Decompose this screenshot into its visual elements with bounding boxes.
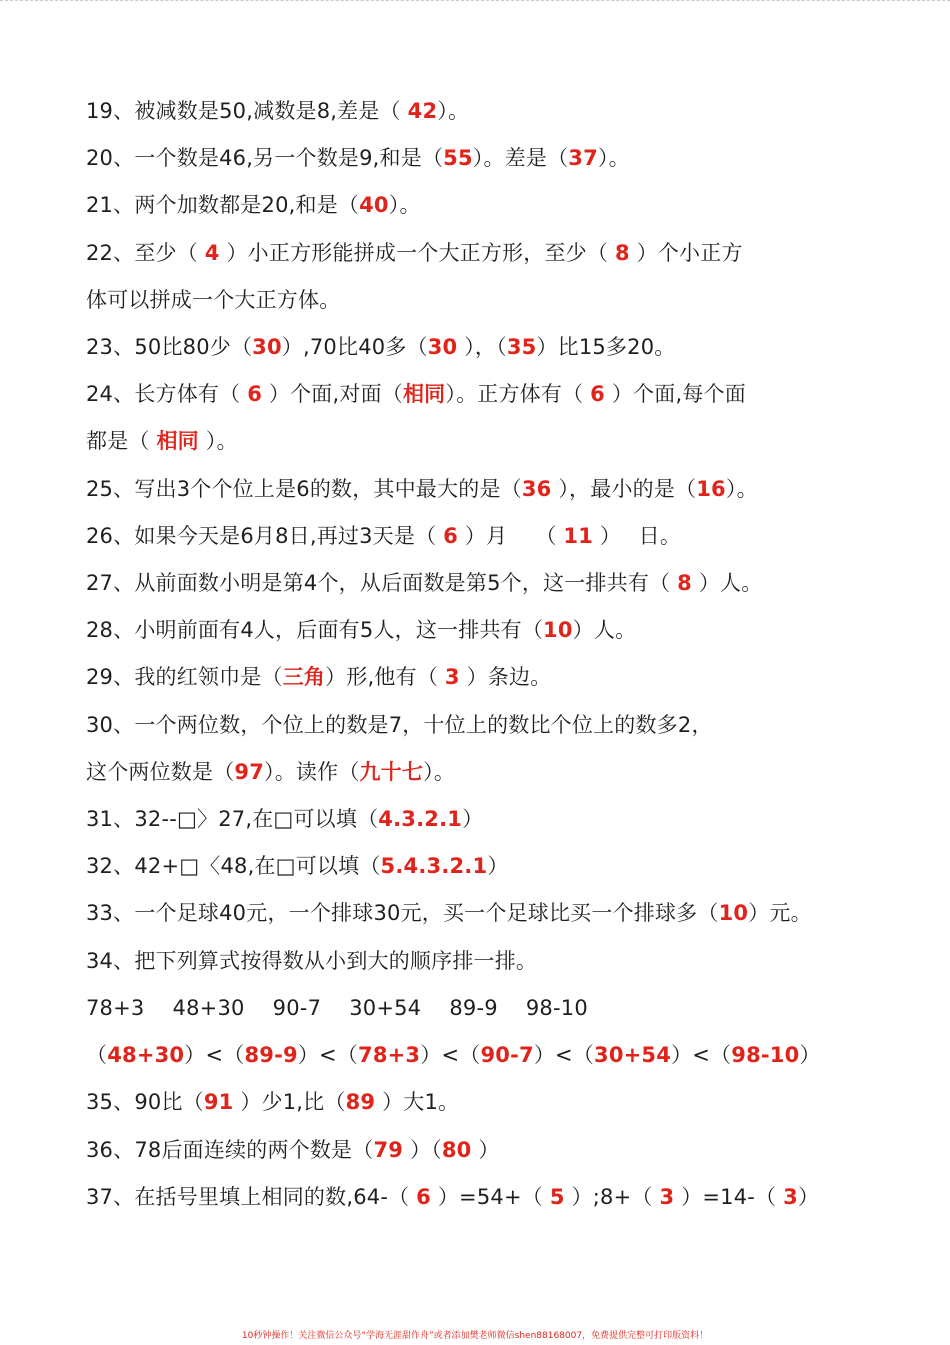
handwritten-answer: 78+3	[358, 1043, 421, 1067]
question-text: ）<（	[297, 1043, 359, 1067]
handwritten-answer: 97	[234, 760, 265, 784]
question-text: ）个面,对面（	[262, 382, 403, 406]
handwritten-answer: 5	[549, 1185, 565, 1209]
question-line	[86, 190, 421, 220]
handwritten-answer: 8	[614, 241, 630, 265]
handwritten-answer: 30	[427, 335, 458, 359]
question-line	[86, 662, 551, 692]
question-text: 20、一个数是46,另一个数是9,和是（	[86, 146, 444, 170]
question-text: ）。	[198, 429, 238, 453]
question-line	[86, 710, 713, 740]
question-text: ）<（	[420, 1043, 481, 1067]
question-line	[86, 568, 762, 598]
question-text: 34、把下列算式按得数从小到大的顺序排一排。	[86, 949, 538, 973]
question-line	[86, 238, 743, 268]
handwritten-answer: 4	[204, 241, 220, 265]
question-text: 23、50比80少（	[86, 335, 253, 359]
question-text: ）。差是（	[472, 146, 569, 170]
question-line	[86, 1182, 819, 1212]
question-text: 37、在括号里填上相同的数,64-（	[86, 1185, 417, 1209]
handwritten-answer: 42	[407, 99, 438, 123]
question-text: ）条边。	[459, 665, 552, 689]
handwritten-answer: 5.4.3.2.1	[380, 854, 488, 878]
question-line	[86, 285, 340, 315]
question-text: 24、长方体有（	[86, 382, 248, 406]
question-text: ）大1。	[375, 1090, 460, 1114]
question-line	[86, 615, 636, 645]
question-text: ）	[471, 1138, 500, 1162]
question-text: ）=14-（	[674, 1185, 784, 1209]
handwritten-answer: 6	[590, 382, 605, 406]
question-text: ）<（	[533, 1043, 595, 1067]
question-text: 36、78后面连续的两个数是（	[86, 1138, 374, 1162]
handwritten-answer: 40	[359, 193, 389, 217]
footer-notice: 10秒钟操作！关注微信公众号“学海无涯甜作舟”或者添加樊老师微信shen88168007，免费提供完整可打印版资料！	[241, 1331, 709, 1341]
handwritten-answer: 8	[677, 571, 692, 595]
question-text: 33、一个足球40元，一个排球30元，买一个足球比买一个排球多（	[86, 901, 719, 925]
handwritten-answer: 30	[252, 335, 282, 359]
question-text: 21、两个加数都是20,和是（	[86, 193, 360, 217]
question-text: 32、42+□〈48,在□可以填（	[86, 854, 381, 878]
question-text: ）	[487, 854, 509, 878]
question-text: 31、32--□〉27,在□可以填（	[86, 807, 379, 831]
question-text: ）。	[423, 760, 456, 784]
handwritten-answer: 4.3.2.1	[378, 807, 463, 831]
handwritten-answer: 6	[416, 1185, 431, 1209]
question-text: ）（	[403, 1138, 442, 1162]
question-line	[86, 521, 681, 551]
question-text: 26、如果今天是6月8日,再过3天是（	[86, 524, 444, 548]
question-text: ）。读作（	[264, 760, 360, 784]
question-line	[86, 851, 509, 881]
question-text: ）人。	[572, 618, 637, 642]
handwritten-answer: 16	[696, 477, 726, 501]
question-text: ） 日。	[593, 524, 682, 548]
question-text: ）,70比40多（	[281, 335, 428, 359]
question-line	[86, 946, 537, 976]
question-text: ）。正方体有（	[445, 382, 591, 406]
question-text: ）=54+（	[430, 1185, 550, 1209]
handwritten-answer: 3	[444, 665, 460, 689]
question-line	[86, 143, 630, 173]
question-text: ）<（	[184, 1043, 245, 1067]
question-text: ）;8+（	[564, 1185, 660, 1209]
question-line	[86, 1135, 500, 1165]
question-line	[86, 993, 588, 1023]
question-text: 30、一个两位数，个位上的数是7，十位上的数比个位上的数多2，	[86, 713, 713, 737]
handwritten-answer: 相同	[156, 429, 199, 453]
question-text: ）	[462, 807, 484, 831]
question-text: ）月 （	[457, 524, 564, 548]
handwritten-answer: 九十七	[359, 760, 424, 784]
question-line	[86, 1040, 821, 1070]
handwritten-answer: 3	[659, 1185, 675, 1209]
question-text: ），最小的是（	[551, 477, 697, 501]
handwritten-answer: 91	[203, 1090, 234, 1114]
question-text: ）。	[388, 193, 421, 217]
handwritten-answer: 11	[563, 524, 594, 548]
handwritten-answer: 98-10	[731, 1043, 800, 1067]
question-text: ）人。	[691, 571, 763, 595]
question-text: ）	[799, 1043, 821, 1067]
question-text: ）比15多20。	[536, 335, 676, 359]
question-line	[86, 474, 758, 504]
handwritten-answer: 10	[718, 901, 749, 925]
handwritten-answer: 三角	[282, 665, 326, 689]
question-text: ）小正方形能拼成一个大正方形，至少（	[219, 241, 615, 265]
handwritten-answer: 36	[521, 477, 552, 501]
question-text: 78+3 48+30 90-7 30+54 89-9 98-10	[86, 996, 588, 1020]
question-line	[86, 96, 469, 126]
handwritten-answer: 6	[247, 382, 263, 406]
question-text: （	[86, 1043, 108, 1067]
question-text: 28、小明前面有4人，后面有5人，这一排共有（	[86, 618, 544, 642]
handwritten-answer: 90-7	[480, 1043, 534, 1067]
handwritten-answer: 48+30	[107, 1043, 185, 1067]
question-line	[86, 426, 238, 456]
question-line	[86, 898, 812, 928]
question-text: 35、90比（	[86, 1090, 204, 1114]
question-text: 27、从前面数小明是第4个，从后面数是第5个，这一排共有（	[86, 571, 678, 595]
question-line	[86, 379, 746, 409]
handwritten-answer: 30+54	[594, 1043, 672, 1067]
question-line	[86, 332, 676, 362]
question-text: 都是（	[86, 429, 157, 453]
handwritten-answer: 55	[443, 146, 473, 170]
question-text: ）少1,比（	[233, 1090, 346, 1114]
question-text: ）。	[725, 477, 758, 501]
question-text: 体可以拼成一个大正方体。	[86, 288, 341, 312]
handwritten-answer: 10	[543, 618, 573, 642]
question-text: 29、我的红领巾是（	[86, 665, 283, 689]
handwritten-answer: 89-9	[244, 1043, 298, 1067]
handwritten-answer: 3	[783, 1185, 798, 1209]
handwritten-answer: 相同	[402, 382, 446, 406]
question-text: ），（	[457, 335, 507, 359]
question-text: ）个面,每个面	[604, 382, 746, 406]
handwritten-answer: 6	[443, 524, 458, 548]
question-text: 25、写出3个个位上是6的数，其中最大的是（	[86, 477, 522, 501]
question-text: 22、至少（	[86, 241, 205, 265]
question-line	[86, 757, 455, 787]
question-text: 这个两位数是（	[86, 760, 235, 784]
question-text: ）<（	[671, 1043, 732, 1067]
handwritten-answer: 89	[345, 1090, 376, 1114]
question-line	[86, 804, 483, 834]
handwritten-answer: 79	[373, 1138, 404, 1162]
question-text: ）	[797, 1185, 820, 1209]
question-text: ）。	[597, 146, 630, 170]
question-line	[86, 1087, 459, 1117]
question-text: ）。	[437, 99, 470, 123]
question-text: ）个小正方	[629, 241, 743, 265]
handwritten-answer: 37	[568, 146, 598, 170]
handwritten-answer: 80	[441, 1138, 472, 1162]
question-text: 19、被减数是50,减数是8,差是（	[86, 99, 408, 123]
handwritten-answer: 35	[506, 335, 537, 359]
question-text: ）形,他有（	[325, 665, 445, 689]
question-text: ）元。	[748, 901, 812, 925]
